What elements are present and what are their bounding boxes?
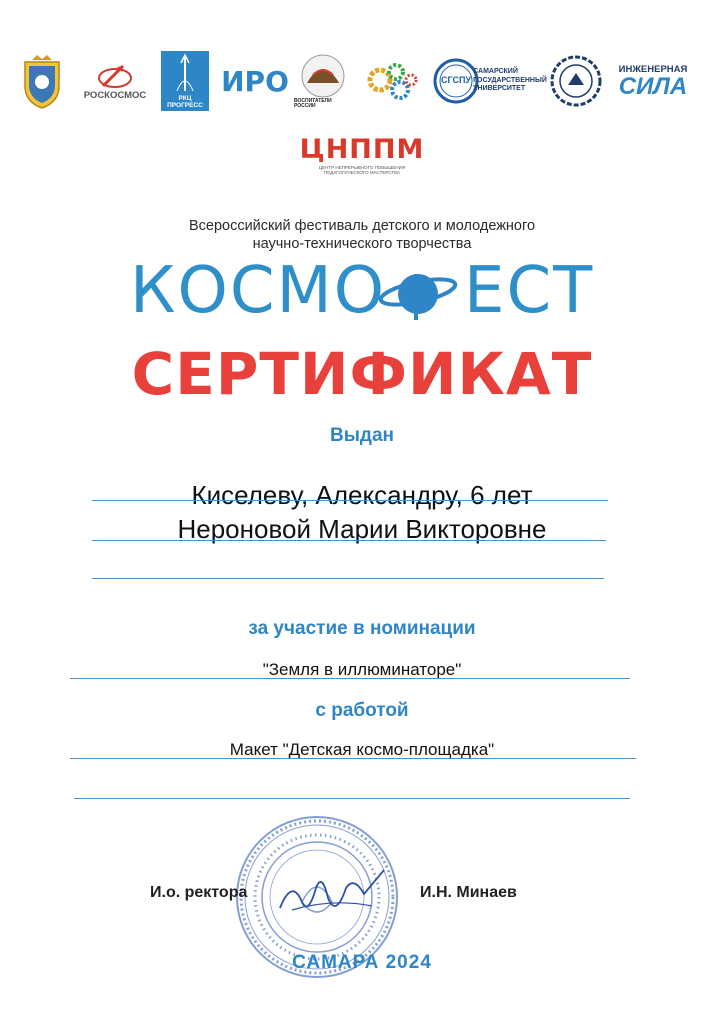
vospitateli-label: ВОСПИТАТЕЛИ РОССИИ xyxy=(294,98,332,109)
festival-line-1: Всероссийский фестиваль детского и молодежного xyxy=(188,218,536,234)
inzhenernaya-sila-logo xyxy=(614,50,692,112)
underline-6 xyxy=(74,798,630,799)
signatory-position: И.о. ректора xyxy=(150,884,248,901)
iro-label: ИРО xyxy=(221,64,289,98)
underline-4 xyxy=(70,678,630,679)
vospitateli-rossii-logo xyxy=(294,50,352,112)
rkc-progress-label: РКЦ ПРОГРЕСС xyxy=(167,95,203,109)
recipient-line-2: Нероновой Марии Викторовне xyxy=(177,514,547,544)
work-value: Макет "Детская космо-площадка" xyxy=(229,740,495,759)
recipient-line-1: Киселеву, Александру, 6 лет xyxy=(191,480,533,510)
festival-logo xyxy=(130,254,600,332)
roscosmos-logo xyxy=(78,50,152,112)
rkc-progress-logo xyxy=(160,50,210,112)
sgspu-label: СГСПУ xyxy=(440,75,472,85)
signature xyxy=(272,858,392,928)
roscosmos-label: РОСКОСМОС xyxy=(83,89,147,101)
certificate-title: СЕРТИФИКАТ xyxy=(131,340,593,408)
festival-logo-left: КОСМО xyxy=(130,254,387,328)
samara-university-logo xyxy=(473,50,547,112)
underline-1 xyxy=(92,500,608,501)
city-year: САМАРА 2024 xyxy=(292,952,432,973)
nomination-value: "Земля в иллюминаторе" xyxy=(262,660,462,679)
festival-logo-right: ЕСТ xyxy=(464,254,595,328)
issued-label: Выдан xyxy=(329,425,395,446)
iro-logo xyxy=(222,50,288,112)
festival-line-2: научно-технического творчества xyxy=(252,236,472,252)
cnppm-subtitle: ЦЕНТР НЕПРЕРЫВНОГО ПОВЫШЕНИЯ ПЕДАГОГИЧЕСКОГО МАСТЕРСТВА xyxy=(318,165,406,176)
underline-2 xyxy=(92,540,606,541)
cnppm-logo xyxy=(282,134,442,175)
nomination-label: за участие в номинации xyxy=(248,618,476,639)
underline-5 xyxy=(70,758,636,759)
gears-logo xyxy=(362,50,422,112)
underline-3 xyxy=(92,578,604,579)
institute-logo xyxy=(548,50,604,112)
planet-icon xyxy=(376,260,460,324)
signatory-name: И.Н. Минаев xyxy=(420,884,517,901)
inzhenernaya-label: ИНЖЕНЕРНАЯ xyxy=(618,63,688,75)
samara-university-label: САМАРСКИЙ ГОСУДАРСТВЕННЫЙ УНИВЕРСИТЕТ xyxy=(473,67,547,93)
coat-of-arms-logo xyxy=(16,50,68,112)
work-label: с работой xyxy=(315,700,409,721)
cnppm-title: ЦНППМ xyxy=(299,134,425,165)
sila-label: СИЛА xyxy=(618,72,688,100)
